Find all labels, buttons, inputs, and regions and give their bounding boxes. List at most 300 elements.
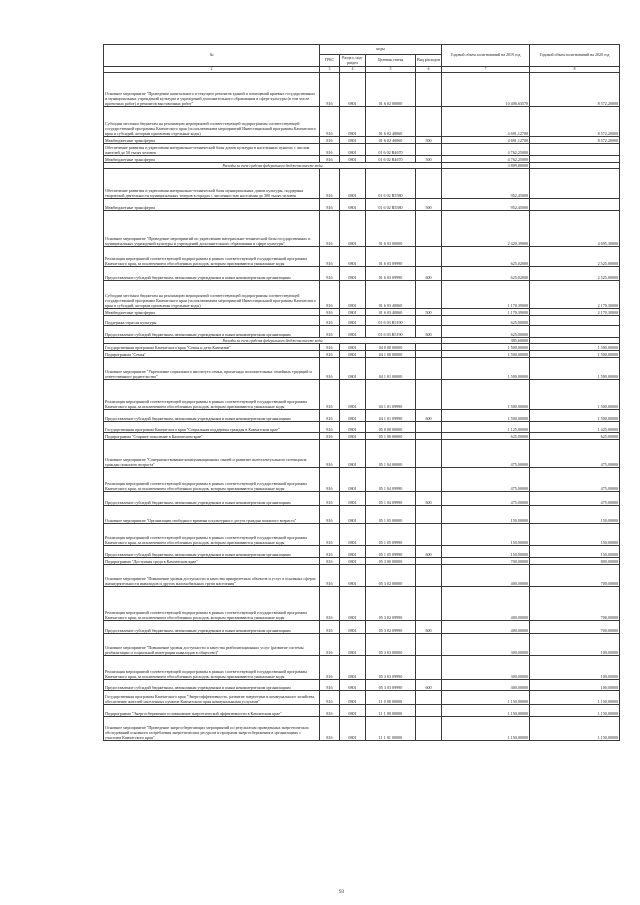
row-target-article: 01 6 02 40060 — [366, 107, 416, 137]
row-section: 0801 — [340, 169, 366, 199]
table-row — [104, 137, 620, 144]
row-amount-2019: 150,00000 — [442, 524, 530, 546]
row-amount-2019: 385,60000 — [442, 338, 530, 344]
row-name: Основное мероприятие "Повышение уровня доступности и качества реабилитационных услуг (развитие системы реабилитации и социальной интеграции инвалидов в общество)" — [104, 634, 320, 656]
row-section: 0801 — [340, 358, 366, 380]
row-amount-2020: 1 425,00000 — [530, 422, 620, 433]
row-section: 0801 — [340, 587, 366, 621]
federal-budget-note: Расходы за счет средств федерального бюджета вместе коды — [104, 338, 442, 344]
row-expense-type — [416, 558, 442, 565]
row-amount-2019: 625,00000 — [442, 316, 530, 326]
row-section: 0801 — [340, 281, 366, 309]
row-target-article: 04 1 01 00000 — [366, 358, 416, 380]
header-code-group: коды — [320, 45, 442, 55]
table-row — [104, 316, 620, 326]
row-section: 0801 — [340, 433, 366, 440]
row-grbs: 816 — [320, 107, 340, 137]
table-row — [104, 468, 620, 492]
row-amount-2019: 300,00000 — [442, 656, 530, 680]
row-amount-2019: 10 406,63570 — [442, 73, 530, 107]
index-cell: 5 — [366, 67, 416, 73]
header-section: Раздел, под-раздел — [340, 55, 366, 67]
row-target-article: 01 6 02 R4670 — [366, 144, 416, 156]
table-row — [104, 309, 620, 316]
row-name: Предоставление субсидий бюджетным, автономным учреждениям и иным некоммерческим организациям — [104, 326, 320, 338]
row-grbs: 816 — [320, 73, 340, 107]
row-expense-type — [416, 351, 442, 358]
table-row — [104, 680, 620, 691]
row-target-article: 01 6 03 40060 — [366, 281, 416, 309]
row-target-article: 01 6 02 40060 — [366, 137, 416, 144]
row-amount-2020: 150,00000 — [530, 524, 620, 546]
row-expense-type — [416, 468, 442, 492]
row-section: 0801 — [340, 546, 366, 558]
federal-budget-note: Расходы за счет средств федерального бюджета вместе коды — [104, 163, 442, 169]
row-target-article: 01 6 03 09990 — [366, 267, 416, 281]
row-amount-2019: 4 762,25000 — [442, 156, 530, 163]
row-amount-2019: 4 691,12700 — [442, 107, 530, 137]
table-row — [104, 326, 620, 338]
row-target-article: 11 1 00 00000 — [366, 705, 416, 717]
row-expense-type — [416, 380, 442, 410]
row-amount-2020: 100,00000 — [530, 656, 620, 680]
row-expense-type — [416, 281, 442, 309]
table-row — [104, 358, 620, 380]
row-section: 0801 — [340, 344, 366, 351]
row-grbs: 816 — [320, 309, 340, 316]
row-grbs: 816 — [320, 358, 340, 380]
row-grbs: 816 — [320, 344, 340, 351]
row-expense-type — [416, 422, 442, 433]
row-amount-2019: 4 762,25000 — [442, 144, 530, 156]
row-target-article: 05 3 02 00000 — [366, 565, 416, 587]
row-name: Предоставление субсидий бюджетным, автономным учреждениям и иным некоммерческим организациям — [104, 621, 320, 634]
row-name: Реализация мероприятий соответствующей подпрограммы в рамках соответствующей государственной программы Камчатского края, за исключением обособленных расходов, которым присваиваются уникальные коды — [104, 656, 320, 680]
row-section: 0801 — [340, 73, 366, 107]
row-amount-2020: 8 572,20000 — [530, 107, 620, 137]
row-amount-2019: 625,00000 — [442, 326, 530, 338]
row-amount-2019: 1 150,00000 — [442, 705, 530, 717]
row-amount-2019: 300,00000 — [442, 680, 530, 691]
row-amount-2019: 150,00000 — [442, 546, 530, 558]
row-amount-2019: 150,00000 — [442, 506, 530, 524]
row-target-article: 01 6 03 40060 — [366, 309, 416, 316]
row-expense-type — [416, 73, 442, 107]
table-row — [104, 440, 620, 468]
table-row — [104, 691, 620, 705]
row-grbs: 816 — [320, 506, 340, 524]
row-name: Реализация мероприятий соответствующей подпрограммы в рамках соответствующей государственной программы Камчатского края, за исключением обособленных расходов, которым присваиваются уникальные коды — [104, 380, 320, 410]
row-expense-type — [416, 169, 442, 199]
row-target-article: 04 0 00 00000 — [366, 344, 416, 351]
row-target-article: 05 3 03 09990 — [366, 680, 416, 691]
row-target-article: 05 3 03 09990 — [366, 656, 416, 680]
row-target-article: 01 6 02 R5580 — [366, 199, 416, 211]
row-amount-2020 — [530, 199, 620, 211]
row-name: Реализация мероприятий соответствующей подпрограммы в рамках соответствующей государственной программы Камчатского края, за исключением обособленных расходов, которым присваиваются уникальные коды — [104, 524, 320, 546]
index-cell: 8 — [530, 67, 620, 73]
row-grbs: 816 — [320, 621, 340, 634]
row-section: 0801 — [340, 468, 366, 492]
row-target-article: 05 3 02 09990 — [366, 587, 416, 621]
row-expense-type: 600 — [416, 492, 442, 506]
row-name: Предоставление субсидий бюджетным, автономным учреждениям и иным некоммерческим организациям — [104, 492, 320, 506]
row-name: Межбюджетные трансферты — [104, 309, 320, 316]
index-cell: 3 — [320, 67, 340, 73]
row-amount-2019: 475,00000 — [442, 440, 530, 468]
row-target-article: 05 1 05 00000 — [366, 506, 416, 524]
row-target-article: 01 6 02 R5580 — [366, 169, 416, 199]
row-name: Субсидии местным бюджетам на реализацию мероприятий соответствующей подпрограммы соответствующей государственной программы Камчатского края (за исключением мероприятий Инвестиционной программы Камчатского края и субсидий, которым присвоены отдельные коды) — [104, 281, 320, 309]
index-cell: 6 — [416, 67, 442, 73]
row-expense-type — [416, 691, 442, 705]
row-target-article: 05 1 05 09990 — [366, 524, 416, 546]
row-name: Основное мероприятие "Совершенствование коммуникационных связей и развитие интеллектуального потенциала граждан пожилого возраста" — [104, 440, 320, 468]
row-amount-2020: 800,00000 — [530, 558, 620, 565]
table-row — [104, 422, 620, 433]
row-name: Подпрограмма "Энергосбережение и повышение энергетической эффективности в Камчатском крае" — [104, 705, 320, 717]
row-section: 0801 — [340, 492, 366, 506]
row-section: 0801 — [340, 351, 366, 358]
row-target-article: 05 1 04 09990 — [366, 468, 416, 492]
row-name: Основное мероприятие "Организация свободного времени и культурного досуга граждан пожилого возраста" — [104, 506, 320, 524]
row-amount-2020: 1 500,00000 — [530, 358, 620, 380]
row-section: 0801 — [340, 380, 366, 410]
row-name: Обеспечение развития и укрепления материально-технической базы домов культуры в населенных пунктах с числом жителей до 50 тысяч человек — [104, 144, 320, 156]
row-expense-type: 600 — [416, 546, 442, 558]
row-name: Межбюджетные трансферты — [104, 156, 320, 163]
row-target-article: 05 3 00 00000 — [366, 558, 416, 565]
row-grbs: 816 — [320, 380, 340, 410]
header-year-2020: Годовой объем ассигнований на 2020 год — [530, 45, 620, 67]
row-amount-2019: 475,00000 — [442, 492, 530, 506]
row-amount-2019: 700,00000 — [442, 558, 530, 565]
row-amount-2019: 400,00000 — [442, 565, 530, 587]
row-grbs: 816 — [320, 410, 340, 422]
row-grbs: 816 — [320, 546, 340, 558]
table-row — [104, 281, 620, 309]
row-amount-2020 — [530, 144, 620, 156]
row-section: 0801 — [340, 316, 366, 326]
row-amount-2020: 700,00000 — [530, 587, 620, 621]
row-section: 0801 — [340, 621, 366, 634]
row-amount-2019: 1 500,00000 — [442, 344, 530, 351]
table-row — [104, 656, 620, 680]
header-no: № — [104, 45, 320, 67]
row-grbs: 816 — [320, 492, 340, 506]
row-grbs: 816 — [320, 169, 340, 199]
table-row — [104, 169, 620, 199]
row-amount-2019: 1 170,39000 — [442, 281, 530, 309]
row-section: 0801 — [340, 144, 366, 156]
row-expense-type: 500 — [416, 309, 442, 316]
row-target-article: 05 3 03 00000 — [366, 634, 416, 656]
row-amount-2020: 2 170,30000 — [530, 281, 620, 309]
row-amount-2020: 1 150,00000 — [530, 691, 620, 705]
row-amount-2020: 150,00000 — [530, 506, 620, 524]
row-grbs: 816 — [320, 680, 340, 691]
row-amount-2019: 1 150,00000 — [442, 691, 530, 705]
row-amount-2019: 300,00000 — [442, 634, 530, 656]
header-year-2019: Годовой объем ассигнований на 2019 год — [442, 45, 530, 67]
row-target-article: 04 1 01 09990 — [366, 380, 416, 410]
row-expense-type: 600 — [416, 326, 442, 338]
row-expense-type — [416, 565, 442, 587]
row-grbs: 816 — [320, 351, 340, 358]
table-row — [104, 351, 620, 358]
row-name: Поддержка отрасли культуры — [104, 316, 320, 326]
row-amount-2020 — [530, 326, 620, 338]
row-target-article: 04 1 00 00000 — [366, 351, 416, 358]
row-target-article: 11 1 01 00000 — [366, 717, 416, 741]
table-row — [104, 433, 620, 440]
table-row — [104, 211, 620, 247]
row-target-article: 05 0 00 00000 — [366, 422, 416, 433]
row-section: 0801 — [340, 309, 366, 316]
page-number: 93 — [339, 890, 344, 895]
row-grbs: 816 — [320, 691, 340, 705]
table-row — [104, 565, 620, 587]
row-amount-2020: 1 500,00000 — [530, 351, 620, 358]
row-section: 0801 — [340, 524, 366, 546]
table-row — [104, 546, 620, 558]
row-target-article: 05 1 00 00000 — [366, 433, 416, 440]
row-target-article: 01 6 03 00000 — [366, 211, 416, 247]
row-expense-type — [416, 211, 442, 247]
table-row — [104, 492, 620, 506]
budget-sheet — [103, 44, 619, 741]
row-amount-2020: 1 500,00000 — [530, 380, 620, 410]
row-target-article: 05 1 05 09990 — [366, 546, 416, 558]
row-amount-2019: 625,02000 — [442, 247, 530, 267]
row-amount-2020: 1 150,00000 — [530, 705, 620, 717]
row-section: 0801 — [340, 565, 366, 587]
row-amount-2020: 150,00000 — [530, 546, 620, 558]
row-expense-type — [416, 656, 442, 680]
table-row — [104, 705, 620, 717]
row-name: Предоставление субсидий бюджетным, автономным учреждениям и иным некоммерческим организациям — [104, 680, 320, 691]
row-section: 0801 — [340, 326, 366, 338]
row-expense-type — [416, 705, 442, 717]
row-grbs: 816 — [320, 524, 340, 546]
row-name: Предоставление субсидий бюджетным, автономным учреждениям и иным некоммерческим организациям — [104, 546, 320, 558]
row-amount-2019: 625,02000 — [442, 267, 530, 281]
table-row — [104, 380, 620, 410]
row-section: 0801 — [340, 267, 366, 281]
row-amount-2020: 100,00000 — [530, 634, 620, 656]
row-name: Основное мероприятие "Укрепление социального института семьи, пропаганда положительных семейных традиций и ответственного родительства" — [104, 358, 320, 380]
table-row — [104, 267, 620, 281]
row-section: 0801 — [340, 440, 366, 468]
row-grbs: 816 — [320, 656, 340, 680]
row-section: 0801 — [340, 634, 366, 656]
row-expense-type: 600 — [416, 410, 442, 422]
row-name: Государственная программа Камчатского края "Энергоэффективность, развитие энергетики и коммунального хозяйства, обеспечение жителей населенных пунктов Камчатского края коммунальными услугами" — [104, 691, 320, 705]
row-grbs: 816 — [320, 558, 340, 565]
row-expense-type — [416, 440, 442, 468]
row-amount-2020: 475,00000 — [530, 440, 620, 468]
row-section: 0801 — [340, 691, 366, 705]
row-target-article: 01 6 03 R5190 — [366, 316, 416, 326]
row-name: Межбюджетные трансферты — [104, 137, 320, 144]
table-row — [104, 144, 620, 156]
header-target-article: Целевая статья — [366, 55, 416, 67]
row-amount-2019: 4 691,12700 — [442, 137, 530, 144]
row-name: Государственная программа Камчатского края "Социальная поддержка граждан в Камчатском крае" — [104, 422, 320, 433]
row-amount-2019: 1 500,00000 — [442, 380, 530, 410]
row-amount-2019: 625,00000 — [442, 433, 530, 440]
row-section: 0801 — [340, 211, 366, 247]
row-section: 0801 — [340, 680, 366, 691]
row-name: Предоставление субсидий бюджетным, автономным учреждениям и иным некоммерческим организациям — [104, 267, 320, 281]
row-grbs: 816 — [320, 144, 340, 156]
row-name: Основное мероприятие "Повышение уровня доступности и качества приоритетных объектов и услуг в основных сферах жизнедеятельности инвалидов и других маломобильных групп населения" — [104, 565, 320, 587]
row-amount-2020: 2 525,00000 — [530, 247, 620, 267]
index-cell: 2 — [104, 67, 320, 73]
row-section: 0801 — [340, 717, 366, 741]
row-expense-type — [416, 587, 442, 621]
row-expense-type — [416, 524, 442, 546]
row-expense-type: 600 — [416, 621, 442, 634]
row-grbs: 816 — [320, 211, 340, 247]
row-name: Субсидии местным бюджетам на реализацию мероприятий соответствующей подпрограммы соответствующей государственной программы Камчатского края (за исключением мероприятий Инвестиционной программы Камчатского края и субсидий, которым присвоены отдельные коды) — [104, 107, 320, 137]
row-expense-type: 500 — [416, 156, 442, 163]
row-amount-2020: 625,00000 — [530, 433, 620, 440]
index-cell: 4 — [340, 67, 366, 73]
row-section: 0801 — [340, 410, 366, 422]
row-amount-2020: 8 572,20000 — [530, 73, 620, 107]
row-name: Реализация мероприятий соответствующей подпрограммы в рамках соответствующей государственной программы Камчатского края, за исключением обособленных расходов, которым присваиваются уникальные коды — [104, 247, 320, 267]
row-name: Подпрограмма "Доступная среда в Камчатском крае" — [104, 558, 320, 565]
row-expense-type — [416, 433, 442, 440]
row-target-article: 05 3 02 09990 — [366, 621, 416, 634]
row-grbs: 816 — [320, 634, 340, 656]
row-grbs: 816 — [320, 199, 340, 211]
row-amount-2020: 4 695,30000 — [530, 211, 620, 247]
row-target-article: 11 0 00 00000 — [366, 691, 416, 705]
table-row — [104, 558, 620, 565]
row-target-article: 01 6 03 09990 — [366, 247, 416, 267]
row-amount-2019: 1 500,00000 — [442, 410, 530, 422]
table-row — [104, 247, 620, 267]
row-amount-2019: 1 500,00000 — [442, 351, 530, 358]
row-grbs: 816 — [320, 247, 340, 267]
row-expense-type: 600 — [416, 680, 442, 691]
row-target-article: 01 6 03 R5190 — [366, 326, 416, 338]
row-name: Реализация мероприятий соответствующей подпрограммы в рамках соответствующей государственной программы Камчатского края, за исключением обособленных расходов, которым присваиваются уникальные коды — [104, 587, 320, 621]
row-amount-2019: 1 170,39000 — [442, 309, 530, 316]
row-name: Реализация мероприятий соответствующей подпрограммы в рамках соответствующей государственной программы Камчатского края, за исключением обособленных расходов, которым присваиваются уникальные коды — [104, 468, 320, 492]
row-target-article: 05 1 04 00000 — [366, 440, 416, 468]
row-amount-2019: 475,00000 — [442, 468, 530, 492]
row-amount-2020: 475,00000 — [530, 468, 620, 492]
row-section: 0801 — [340, 422, 366, 433]
row-amount-2019: 1 150,00000 — [442, 717, 530, 741]
row-grbs: 816 — [320, 717, 340, 741]
row-expense-type: 600 — [416, 267, 442, 281]
row-grbs: 816 — [320, 422, 340, 433]
row-amount-2019: 400,00000 — [442, 587, 530, 621]
row-amount-2019: 2 420,39000 — [442, 211, 530, 247]
row-target-article: 01 6 02 R4670 — [366, 156, 416, 163]
table-row — [104, 524, 620, 546]
row-amount-2019: 1 125,00000 — [442, 422, 530, 433]
row-amount-2019: 952,45000 — [442, 169, 530, 199]
row-name: Основное мероприятие "Проведение капитального и текущего ремонтов зданий и помещений краевых государственных и муниципальных учреждений культуры и учреждений дополнительного образования в сфере культуры (в том числе проектных работ) и ремонтов выставочных работ" — [104, 73, 320, 107]
row-section: 0801 — [340, 199, 366, 211]
row-amount-2020 — [530, 169, 620, 199]
table-row — [104, 621, 620, 634]
row-grbs: 816 — [320, 565, 340, 587]
row-grbs: 816 — [320, 468, 340, 492]
row-grbs: 816 — [320, 440, 340, 468]
row-amount-2020: 2 170,30000 — [530, 309, 620, 316]
row-amount-2020: 8 572,20000 — [530, 137, 620, 144]
row-target-article: 01 6 02 00000 — [366, 73, 416, 107]
table-row — [104, 717, 620, 741]
table-body — [104, 67, 620, 741]
table-row — [104, 73, 620, 107]
row-grbs: 816 — [320, 705, 340, 717]
row-amount-2020: 1 500,00000 — [530, 410, 620, 422]
row-expense-type: 500 — [416, 199, 442, 211]
row-section: 0801 — [340, 506, 366, 524]
row-expense-type — [416, 344, 442, 351]
row-amount-2020 — [530, 316, 620, 326]
header-expense-type: Вид расходов — [416, 55, 442, 67]
row-grbs: 816 — [320, 316, 340, 326]
index-cell: 7 — [442, 67, 530, 73]
row-expense-type — [416, 506, 442, 524]
row-section: 0801 — [340, 247, 366, 267]
row-grbs: 816 — [320, 587, 340, 621]
row-amount-2020: 700,00000 — [530, 565, 620, 587]
header-grbs: ГРБС — [320, 55, 340, 67]
row-expense-type — [416, 316, 442, 326]
row-amount-2019: 952,45000 — [442, 199, 530, 211]
row-grbs: 816 — [320, 281, 340, 309]
row-expense-type — [416, 247, 442, 267]
row-expense-type: 500 — [416, 137, 442, 144]
row-amount-2020: 100,00000 — [530, 680, 620, 691]
table-row — [104, 199, 620, 211]
row-expense-type — [416, 144, 442, 156]
row-grbs: 816 — [320, 433, 340, 440]
row-amount-2020: 475,00000 — [530, 492, 620, 506]
row-name: Подпрограмма "Старшее поколение в Камчатском крае" — [104, 433, 320, 440]
row-section: 0801 — [340, 558, 366, 565]
table-row — [104, 587, 620, 621]
budget-table — [103, 44, 620, 741]
row-name: Обеспечение развития и укрепления материально-технической базы муниципальных домов культуры, поддержка творческой деятельности муниципальных театров в городах с численностью населения до 300 тысяч человек — [104, 169, 320, 199]
row-amount-2020: 700,00000 — [530, 621, 620, 634]
row-section: 0801 — [340, 156, 366, 163]
row-expense-type — [416, 358, 442, 380]
row-target-article: 04 1 01 09990 — [366, 410, 416, 422]
row-expense-type — [416, 634, 442, 656]
row-grbs: 816 — [320, 267, 340, 281]
table-row — [104, 410, 620, 422]
row-name: Основное мероприятие "Проведение мероприятий по укреплению материально-технической базы государственных и муниципальных учреждений культуры и учреждений дополнительного образования в сфере культуры" — [104, 211, 320, 247]
row-name: Предоставление субсидий бюджетным, автономным учреждениям и иным некоммерческим организациям — [104, 410, 320, 422]
table-row — [104, 156, 620, 163]
row-section: 0801 — [340, 705, 366, 717]
row-amount-2019: 400,00000 — [442, 621, 530, 634]
table-row — [104, 344, 620, 351]
row-name: Основное мероприятие "Проведение энергосберегающих мероприятий по результатам проведенных энергетических обследований основного потребления энергетических ресурсов и программ энергосбережения в организациях с участием Камчатского края" — [104, 717, 320, 741]
row-amount-2020: 2 525,00000 — [530, 267, 620, 281]
row-amount-2020: 1 150,00000 — [530, 717, 620, 741]
